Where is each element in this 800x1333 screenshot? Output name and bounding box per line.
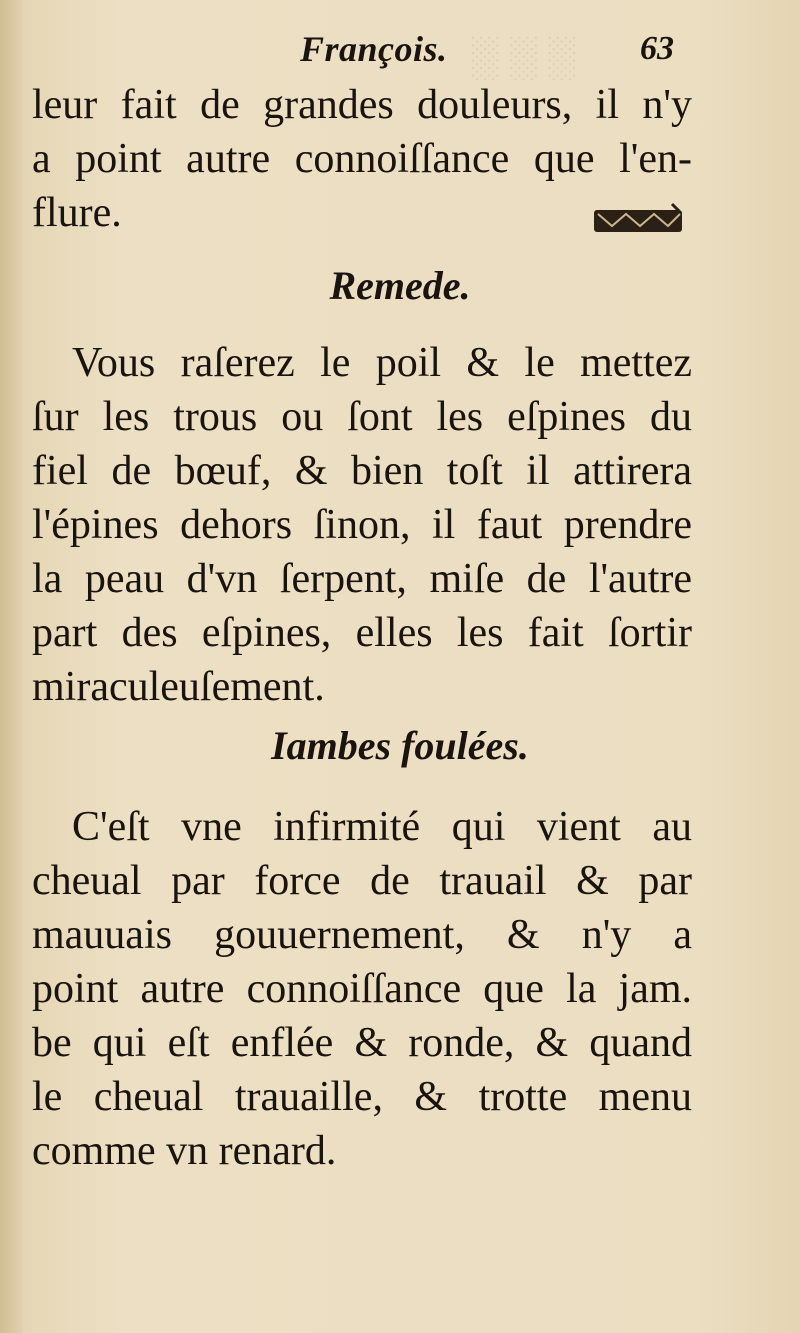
printers-ornament-icon	[592, 200, 684, 236]
text-line: miraculeuſement.	[32, 664, 325, 710]
text-line: Vous raſerez le poil & le mettez	[72, 340, 692, 386]
page-number: 63	[640, 30, 674, 67]
running-head: François.	[300, 29, 448, 69]
text-line: part des eſpines, elles les fait ſortir	[32, 610, 692, 656]
text-line: a point autre connoiſſance que l'en-	[32, 136, 692, 182]
text-line: comme vn renard.	[32, 1128, 337, 1174]
section-heading-remede: Remede.	[329, 263, 471, 308]
remede-paragraph	[32, 336, 692, 714]
text-line: la peau d'vn ſerpent, miſe de l'autre	[32, 556, 692, 602]
text-line: ſur les trous ou ſont les eſpines du	[32, 394, 692, 440]
text-line: le cheual trauaille, & trotte menu	[32, 1074, 692, 1120]
page-gutter	[0, 0, 22, 1333]
text-line: mauuais gouuernement, & n'y a	[32, 912, 692, 958]
page-header	[0, 28, 800, 78]
iambes-foulees-paragraph	[32, 800, 692, 1178]
text-line: cheual par force de trauail & par	[32, 858, 692, 904]
text-line: l'épines dehors ſinon, il faut prendre	[32, 502, 692, 548]
text-line: C'eſt vne infirmité qui vient au	[72, 804, 692, 850]
text-line: flure.	[32, 190, 122, 236]
section-heading-iambes-foulees: Iambes foulées.	[271, 723, 529, 768]
text-line: point autre connoiſſance que la jam.	[32, 966, 692, 1012]
text-line: be qui eſt enflée & ronde, & quand	[32, 1020, 692, 1066]
bleed-through-decoration: ░ ░ ░	[470, 34, 576, 79]
text-line: fiel de bœuf, & bien toſt il attirera	[32, 448, 692, 494]
text-line: leur fait de grandes douleurs, il n'y	[32, 82, 692, 128]
